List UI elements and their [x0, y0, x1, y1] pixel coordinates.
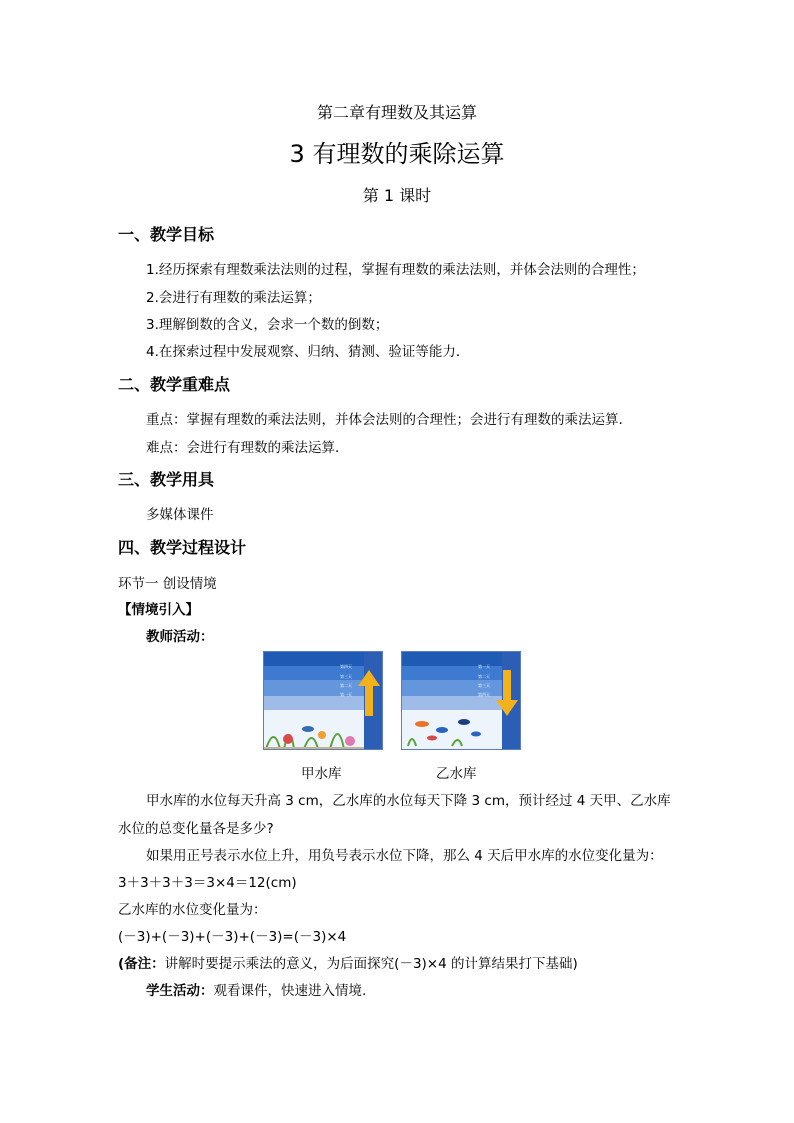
- step-title: 环节一 创设情境: [118, 576, 217, 592]
- reservoir-jia-image: [263, 651, 383, 750]
- key-heading: 二、教学重难点: [118, 375, 231, 394]
- paragraph-line: 水位的总变化量各是多少?: [118, 821, 274, 837]
- key-point: 重点：掌握有理数的乘法法则，并体会法则的合理性；会进行有理数的乘法运算.: [146, 412, 623, 428]
- chapter-title: 第二章有理数及其运算: [316, 103, 477, 122]
- equation: (－3)+(－3)+(－3)+(－3)=(－3)×4: [118, 929, 347, 945]
- day-label: 第一天: [340, 692, 352, 697]
- seabed-illustration: [264, 715, 364, 749]
- scene-tag: 【情境引入】: [118, 602, 199, 618]
- arrow-down-icon: [496, 670, 518, 716]
- note-line: [118, 952, 578, 972]
- student-activity-line: [146, 979, 366, 999]
- goal-item: 4.在探索过程中发展观察、归纳、猜测、验证等能力．: [146, 344, 470, 360]
- student-activity-text: 观看课件，快速进入情境.: [213, 983, 367, 999]
- day-label: 第二天: [478, 674, 490, 679]
- day-label: 第四天: [340, 664, 352, 669]
- goal-item: 3.理解倒数的含义，会求一个数的倒数；: [146, 317, 389, 333]
- teacher-activity-label: 教师活动：: [146, 629, 214, 645]
- day-label: 第一天: [478, 664, 490, 669]
- day-label: 第三天: [340, 674, 352, 679]
- day-label: 第三天: [478, 683, 490, 688]
- note-text: 讲解时要提示乘法的意义，为后面探究(－3)×4 的计算结果打下基础): [164, 956, 578, 972]
- difficult-point: 难点：会进行有理数的乘法运算．: [146, 440, 349, 456]
- goal-item: 1.经历探索有理数乘法法则的过程，掌握有理数的乘法法则，并体会法则的合理性；: [146, 262, 645, 278]
- tools-heading: 三、教学用具: [118, 470, 215, 489]
- lesson-label: 第 1 课时: [362, 186, 432, 205]
- tools-text: 多媒体课件: [146, 507, 214, 523]
- student-activity-label: 学生活动：: [146, 983, 214, 999]
- paragraph-line: 如果用正号表示水位上升，用负号表示水位下降，那么 4 天后甲水库的水位变化量为：: [146, 848, 663, 864]
- equation: 3＋3＋3＋3＝3×4＝12(cm): [118, 875, 297, 891]
- reservoir-yi-image: [401, 651, 521, 750]
- day-label: 第二天: [340, 683, 352, 688]
- fish-illustration: [402, 709, 502, 749]
- page-title: 3 有理数的乘除运算: [289, 140, 505, 168]
- day-label: 第四天: [478, 692, 490, 697]
- goals-heading: 一、教学目标: [118, 225, 215, 244]
- paragraph-line: 甲水库的水位每天升高 3 cm，乙水库的水位每天下降 3 cm，预计经过 4 天甲、乙水库: [146, 793, 671, 809]
- process-heading: 四、教学过程设计: [118, 538, 247, 557]
- figure-caption-jia: 甲水库: [301, 766, 342, 782]
- arrow-up-icon: [358, 670, 380, 716]
- goal-item: 2.会进行有理数的乘法运算；: [146, 290, 321, 306]
- figure-caption-yi: 乙水库: [436, 766, 477, 782]
- note-label: (备注：: [118, 956, 165, 972]
- paragraph-line: 乙水库的水位变化量为：: [118, 902, 267, 918]
